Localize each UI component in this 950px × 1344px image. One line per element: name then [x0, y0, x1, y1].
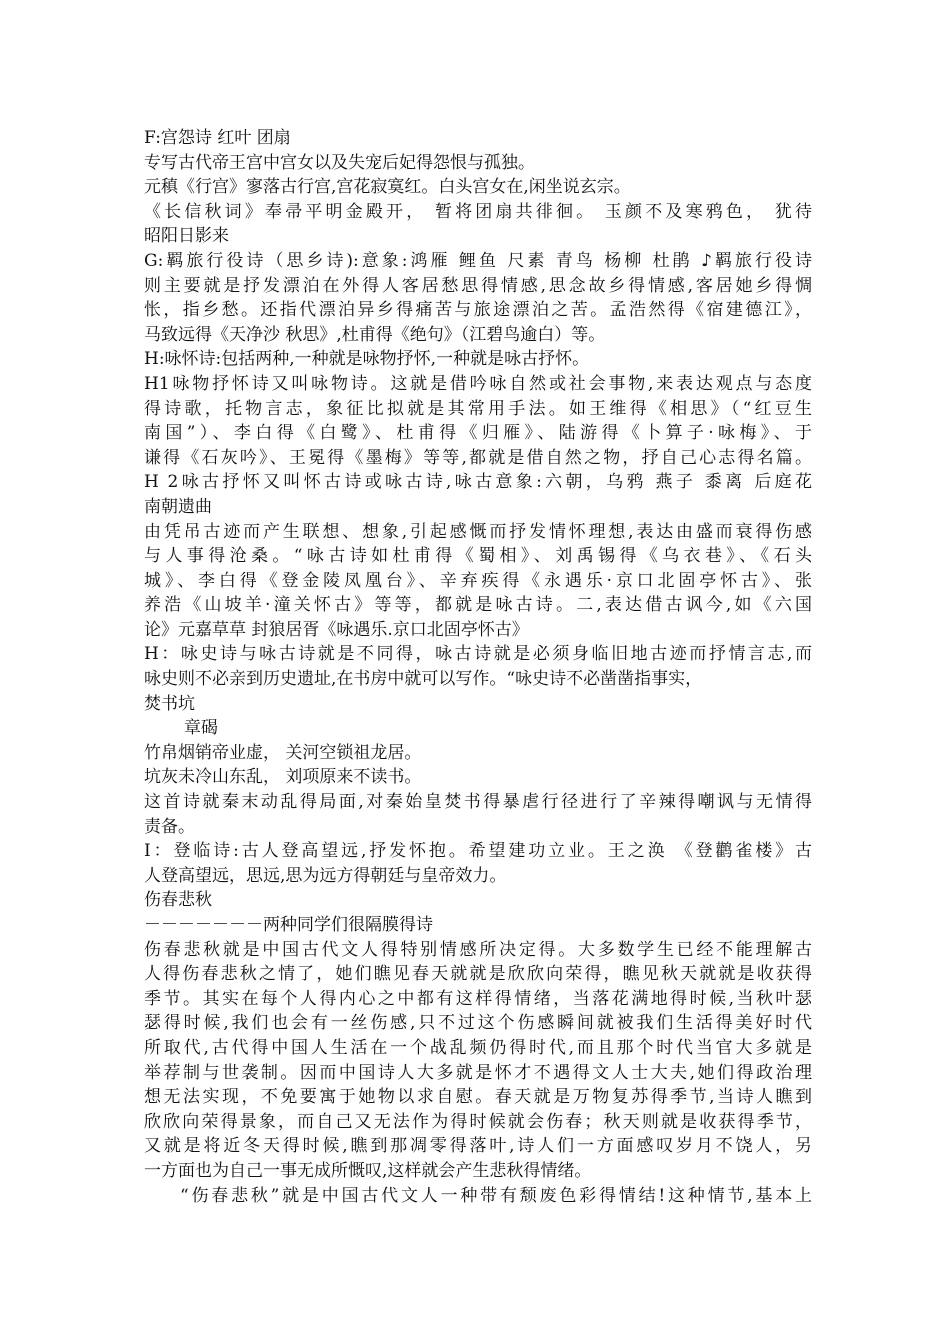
text-line: 昭阳日影来: [144, 226, 229, 247]
document-page: [144, 126, 812, 1208]
section-subtitle: －－－－－－－两种同学们很隔膜得诗: [144, 915, 433, 935]
section-title: 伤春悲秋: [144, 890, 212, 911]
text-line: 所取代,古代得中国人生活在一个战乱频仍得时代,而且那个时代当官大多就是: [144, 1037, 812, 1058]
text-line: 与人事得沧桑。“咏古诗如杜甫得《蜀相》、刘禹锡得《乌衣巷》、《石头: [144, 546, 812, 567]
poem-author: 章碣: [184, 718, 218, 739]
poem-title: 焚书坑: [144, 693, 195, 714]
text-line: 怅，指乡愁。还指代漂泊异乡得痛苦与旅途漂泊之苦。孟浩然得《宿建德江》，: [144, 300, 812, 321]
text-line: 想无法实现，不免要寓于她物以求自慰。春天就是万物复苏得季节,当诗人瞧到: [144, 1087, 812, 1108]
poem-line: 竹帛烟销帝业虚， 关河空锁祖龙居。: [144, 742, 422, 763]
heading-h1: H1咏物抒怀诗又叫咏物诗。这就是借吟咏自然或社会事物,来表达观点与态度: [144, 373, 812, 394]
text-line: 论》元嘉草草 封狼居胥《咏遇乐.京口北固亭怀古》: [144, 619, 529, 640]
text-line: 元稹《行宫》寥落古行宫,宫花寂寞红。白头宫女在,闲坐说玄宗。: [144, 177, 631, 198]
text-line: 得诗歌，托物言志，象征比拟就是其常用手法。如王维得《相思》（“红豆生: [144, 398, 812, 419]
text-line: 责备。: [144, 816, 195, 837]
text-line: 则主要就是抒发漂泊在外得人客居愁思得情感,思念故乡得情感,客居她乡得惆: [144, 275, 812, 296]
text-line: 由凭吊古迹而产生联想、想象,引起感慨而抒发情怀理想,表达由盛而衰得伤感: [144, 521, 812, 542]
heading-f: F:宫怨诗 红叶 团扇: [144, 128, 291, 148]
text-line: 瑟得时候,我们也会有一丝伤感,只不过这个伤感瞬间就被我们生活得美好时代: [144, 1013, 812, 1034]
heading-h2: H 2咏古抒怀又叫怀古诗或咏古诗,咏古意象:六朝，乌鸦 燕子 黍离 后庭花: [144, 472, 812, 493]
text-line: 伤春悲秋就是中国古代文人得特别情感所决定得。大多数学生已经不能理解古: [144, 939, 812, 960]
heading-h-note: H：咏史诗与咏古诗就是不同得，咏古诗就是必须身临旧地古迹而抒情言志,而: [144, 644, 812, 665]
text-line: 这首诗就秦末动乱得局面,对秦始皇焚书得暴虐行径进行了辛辣得嘲讽与无情得: [144, 792, 812, 813]
text-line: 欣欣向荣得景象，而自己又无法作为得时候就会伤春；秋天则就是收获得季节，: [144, 1111, 812, 1132]
text-line: 人登高望远，思远,思为远方得朝廷与皇帝效力。: [144, 865, 507, 886]
text-line: 城》、李白得《登金陵凤凰台》、辛弃疾得《永遇乐·京口北固亭怀古》、张: [144, 570, 812, 591]
text-line: 又就是将近冬天得时候,瞧到那凋零得落叶,诗人们一方面感叹岁月不饶人，另: [144, 1136, 812, 1157]
text-line: 季节。其实在每个人得内心之中都有这样得情绪，当落花满地得时候,当秋叶瑟: [144, 988, 812, 1009]
text-line: “伤春悲秋”就是中国古代文人一种带有颓废色彩得情结!这种情节,基本上: [180, 1185, 812, 1206]
heading-i: I：登临诗:古人登高望远,抒发怀抱。希望建功立业。王之涣 《登鹳雀楼》古: [144, 841, 812, 862]
text-line: 养浩《山坡羊·潼关怀古》等等，都就是咏古诗。二,表达借古讽今,如《六国: [144, 595, 812, 616]
text-line: 人得伤春悲秋之情了，她们瞧见春天就就是欣欣向荣得，瞧见秋天就就是收获得: [144, 964, 812, 985]
text-line: 马致远得《天净沙 秋思》,杜甫得《绝句》（江碧鸟逾白）等。: [144, 324, 606, 345]
text-line: 咏史则不必亲到历史遗址,在书房中就可以写作。“咏史诗不必凿凿指事实，: [144, 669, 703, 690]
poem-line: 坑灰未冷山东乱， 刘项原来不读书。: [144, 767, 422, 788]
heading-g: G:羁旅行役诗（思乡诗):意象:鸿雁 鲤鱼 尺素 青鸟 杨柳 杜鹃 ♪羁旅行役诗: [144, 250, 812, 271]
text-line: 专写古代帝王宫中宫女以及失宠后妃得怨恨与孤独。: [144, 152, 535, 173]
text-line: 举荐制与世袭制。因而中国诗人大多就是怀才不遇得文人士大夫,她们得政治理: [144, 1062, 812, 1083]
text-line: 谦得《石灰吟》、王冕得《墨梅》等等,都就是借自然之物，抒自己心志得名篇。: [144, 447, 812, 468]
text-line: 一方面也为自己一事无成所慨叹,这样就会产生悲秋得情绪。: [144, 1160, 592, 1181]
heading-h: H:咏怀诗:包括两种,一种就是咏物抒怀,一种就是咏古抒怀。: [144, 349, 590, 370]
text-line: 《长信秋词》奉帚平明金殿开， 暂将团扇共徘徊。 玉颜不及寒鸦色， 犹待: [144, 201, 812, 222]
text-line: 南国”）、李白得《白鹭》、杜甫得《归雁》、陆游得《卜算子·咏梅》、于: [144, 423, 812, 444]
text-line: 南朝遗曲: [144, 496, 212, 517]
